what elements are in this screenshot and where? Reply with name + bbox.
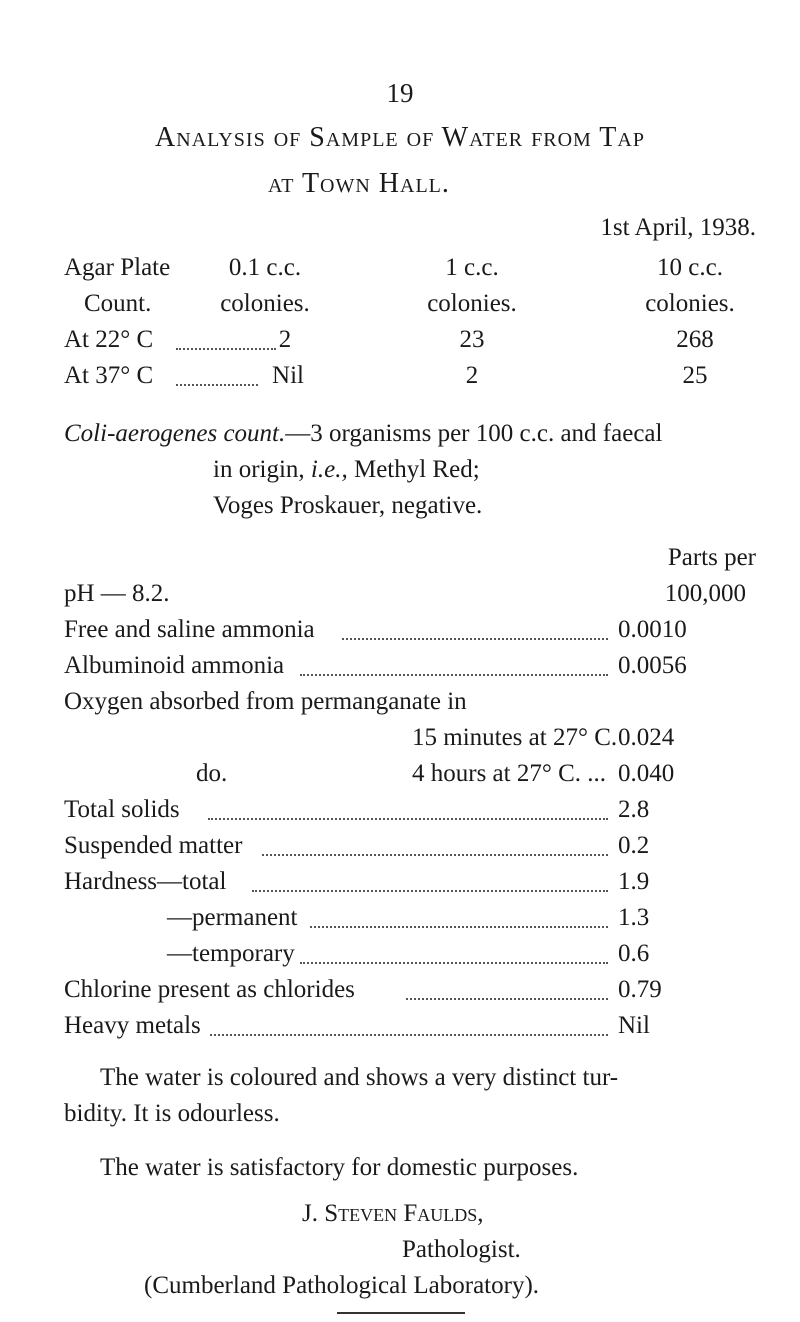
dot-leader <box>176 348 276 350</box>
analysis-label: Hardness—total <box>64 868 227 895</box>
analysis-label: Total solids <box>64 796 180 823</box>
analysis-value: 0.0010 <box>618 616 687 643</box>
coli-line-2 <box>213 456 480 484</box>
coli-ie: i.e., <box>310 456 348 483</box>
divider-rule <box>337 1312 465 1314</box>
column-header-volume: 10 c.c. <box>657 254 723 281</box>
units-header-line-2: 100,000 <box>664 580 746 607</box>
coli-line-1 <box>64 420 662 448</box>
signature-role: Pathologist. <box>402 1236 521 1263</box>
analysis-value: 2.8 <box>618 796 650 823</box>
dot-leader <box>210 1034 608 1036</box>
analysis-value: 0.0056 <box>618 652 687 679</box>
table-row-label: At 22° C <box>64 326 154 353</box>
coli-label: Coli-aerogenes count. <box>64 420 286 447</box>
table-cell: 268 <box>676 326 714 353</box>
remark-conclusion: The water is satisfactory for domestic purposes. <box>100 1154 579 1181</box>
remark-line-1: The water is coloured and shows a very distinct tur- <box>100 1064 619 1091</box>
table-cell: 2 <box>465 362 479 389</box>
analysis-value: 0.040 <box>618 760 675 787</box>
analysis-value: Nil <box>618 1012 650 1039</box>
coli-line-3: Voges Proskauer, negative. <box>213 492 483 519</box>
column-header-unit: colonies. <box>427 290 517 317</box>
signature-name: J. Steven Faulds, <box>302 1200 484 1227</box>
page-number: 19 <box>386 78 414 108</box>
table-row-label: At 37° C <box>64 362 154 389</box>
analysis-label: Free and saline ammonia <box>64 616 315 643</box>
analysis-value: 0.79 <box>618 976 662 1003</box>
analysis-label: —permanent <box>167 904 298 931</box>
coli-text: in origin, <box>213 456 311 483</box>
dot-leader <box>406 998 608 1000</box>
column-header-volume: 1 c.c. <box>445 254 499 281</box>
remark-line-2: bidity. It is odourless. <box>64 1100 280 1127</box>
analysis-label: Suspended matter <box>64 832 243 859</box>
column-header-unit: colonies. <box>645 290 735 317</box>
analysis-label: Heavy metals <box>64 1012 201 1039</box>
column-header-volume: 0.1 c.c. <box>228 254 302 281</box>
analysis-label: 4 hours at 27° C. ... <box>412 760 607 787</box>
analysis-label: —temporary <box>167 940 295 967</box>
units-header-line-1: Parts per <box>667 544 756 571</box>
coli-text: Methyl Red; <box>347 456 480 483</box>
report-title-line-1: Analysis of Sample of Water from Tap <box>155 122 645 153</box>
coli-text: —3 organisms per 100 c.c. and faecal <box>285 420 663 447</box>
dot-leader <box>310 926 608 928</box>
dot-leader <box>252 890 608 892</box>
table-cell: 2 <box>278 326 292 353</box>
analysis-label-ditto: do. <box>196 760 228 787</box>
analysis-label: Albuminoid ammonia <box>64 652 285 679</box>
analysis-value: 0.2 <box>618 832 650 859</box>
table-cell: Nil <box>272 362 304 389</box>
analysis-label: Oxygen absorbed from permanganate in <box>64 688 467 715</box>
analysis-value: 1.3 <box>618 904 650 931</box>
dot-leader <box>300 962 608 964</box>
analysis-label: 15 minutes at 27° C. <box>412 724 618 751</box>
column-header-unit: colonies. <box>220 290 310 317</box>
dot-leader <box>208 818 608 820</box>
dot-leader <box>342 638 608 640</box>
ph-value: pH — 8.2. <box>64 580 170 607</box>
table-cell: 23 <box>459 326 485 353</box>
table-cell: 25 <box>682 362 708 389</box>
dot-leader <box>176 384 258 386</box>
analysis-value: 0.6 <box>618 940 650 967</box>
signature-laboratory: (Cumberland Pathological Laboratory). <box>144 1272 540 1299</box>
analysis-value: 1.9 <box>618 868 650 895</box>
row-header-label-2: Count. <box>84 290 152 317</box>
report-title-line-2: at Town Hall. <box>268 168 450 199</box>
dot-leader <box>262 854 608 856</box>
report-date: 1st April, 1938. <box>600 214 756 241</box>
row-header-label-1: Agar Plate <box>64 254 171 281</box>
analysis-value: 0.024 <box>618 724 675 751</box>
dot-leader <box>300 674 608 676</box>
analysis-label: Chlorine present as chlorides <box>64 976 355 1003</box>
